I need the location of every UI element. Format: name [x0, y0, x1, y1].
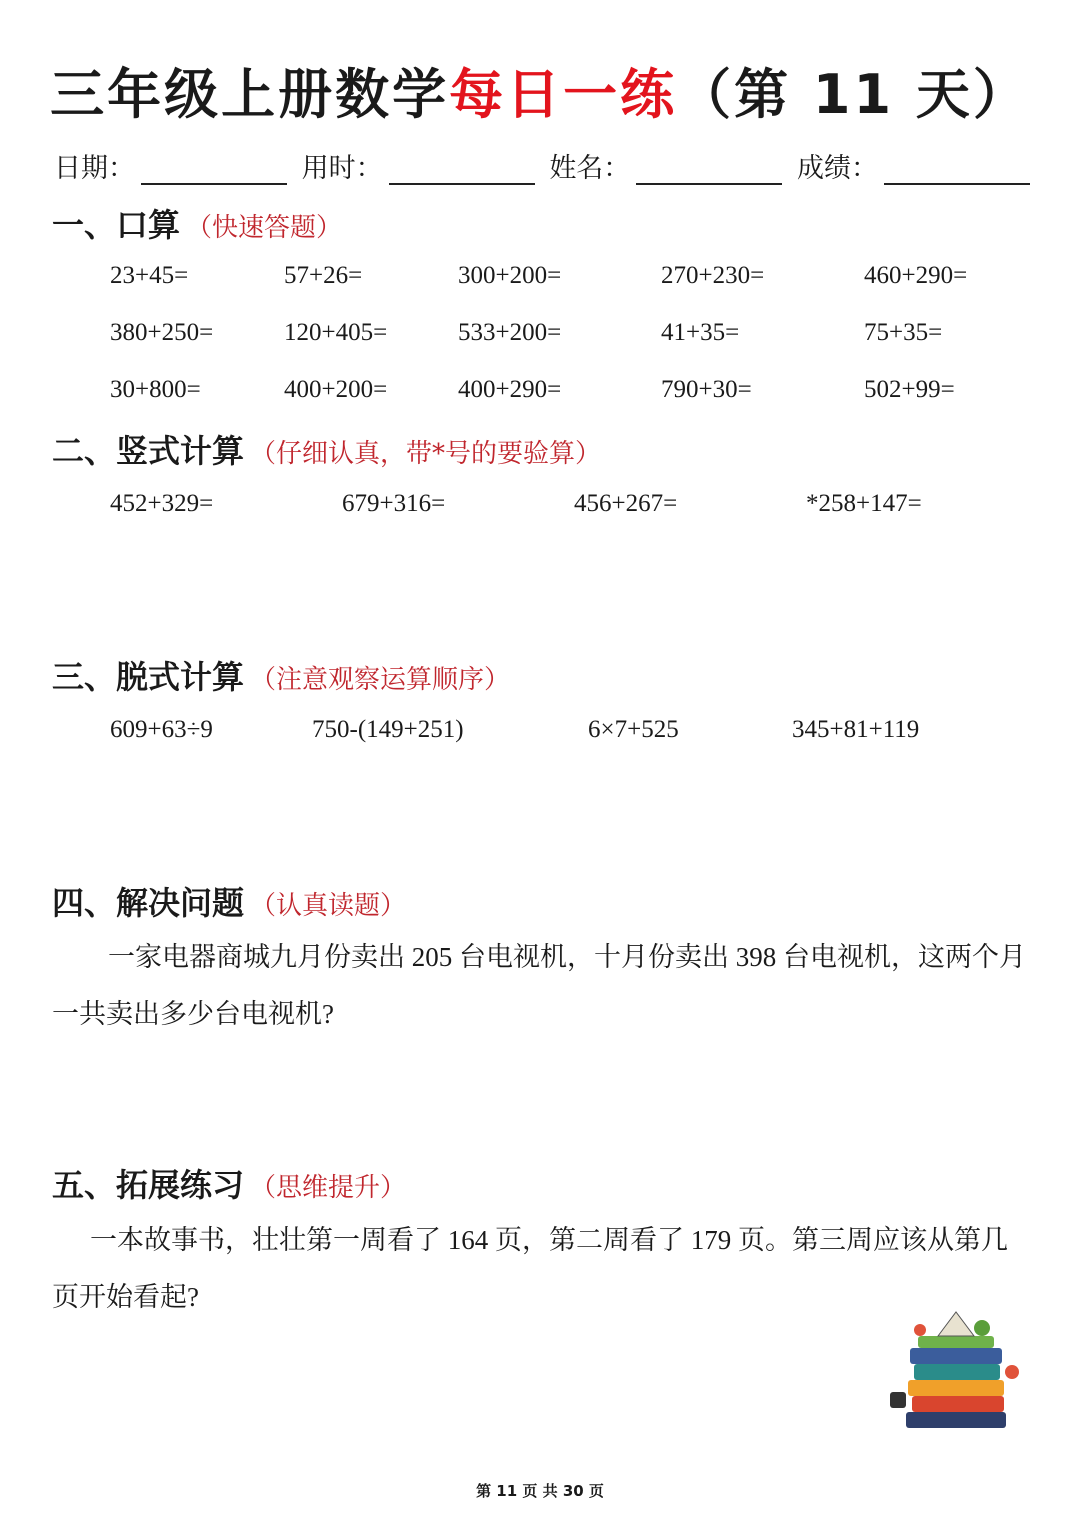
- oral-item: 460+290=: [864, 262, 968, 289]
- oral-item: 400+290=: [458, 376, 562, 403]
- vertical-item: 679+316=: [342, 490, 446, 517]
- section-title: 五、拓展练习: [52, 1166, 245, 1204]
- time-blank[interactable]: [389, 153, 535, 185]
- books-illustration: [886, 1300, 1026, 1435]
- name-label: 姓名：: [549, 153, 631, 184]
- section-hint: （认真读题）: [250, 891, 407, 921]
- section-hint: （快速答题）: [186, 213, 343, 243]
- oral-item: 30+800=: [110, 376, 201, 403]
- page-title: [0, 52, 1080, 129]
- vertical-item: *258+147=: [806, 490, 922, 517]
- section-vertical: [52, 426, 601, 472]
- oral-item: 400+200=: [284, 376, 388, 403]
- vertical-item: 456+267=: [574, 490, 678, 517]
- score-blank[interactable]: [884, 153, 1030, 185]
- stepwise-item: 750-(149+251): [312, 716, 464, 743]
- section-title: 四、解决问题: [52, 884, 245, 922]
- score-field[interactable]: [797, 146, 1030, 185]
- score-label: 成绩：: [796, 153, 878, 184]
- stepwise-item: 609+63÷9: [110, 716, 213, 743]
- oral-item: 502+99=: [864, 376, 955, 403]
- date-label: 日期：: [54, 153, 135, 184]
- oral-item: 75+35=: [864, 319, 943, 346]
- time-field[interactable]: [302, 146, 535, 185]
- section-extension: [52, 1160, 406, 1206]
- oral-item: 23+45=: [110, 262, 189, 289]
- oral-item: 41+35=: [661, 319, 740, 346]
- title-main: 三年级上册数学: [50, 63, 450, 126]
- time-label: 用时：: [301, 153, 383, 184]
- info-row: [54, 146, 1030, 185]
- section-title: 三、脱式计算: [52, 658, 245, 696]
- title-accent: 每日一练: [449, 63, 678, 126]
- stepwise-item: 6×7+525: [588, 716, 679, 743]
- oral-item: 380+250=: [110, 319, 214, 346]
- section-title: 二、竖式计算: [52, 432, 245, 470]
- section-problem: [52, 878, 406, 924]
- title-suffix: （第 11 天）: [677, 63, 1030, 126]
- name-blank[interactable]: [636, 153, 782, 185]
- oral-item: 57+26=: [284, 262, 363, 289]
- oral-item: 120+405=: [284, 319, 388, 346]
- oral-item: 790+30=: [661, 376, 752, 403]
- section-stepwise: [52, 652, 510, 698]
- date-field[interactable]: [54, 146, 287, 185]
- vertical-item: 452+329=: [110, 490, 214, 517]
- section-hint: （思维提升）: [250, 1173, 407, 1203]
- oral-item: 270+230=: [661, 262, 765, 289]
- problem-4-text: 一家电器商城九月份卖出 205 台电视机，十月份卖出 398 台电视机，这两个月一共卖出多少台电视机?: [52, 942, 1026, 1029]
- problem-5-text: 一本故事书，壮壮第一周看了 164 页，第二周看了 179 页。第三周应该从第几页开始看起?: [52, 1225, 1008, 1312]
- name-field[interactable]: [549, 146, 782, 185]
- section-hint: （仔细认真，带*号的要验算）: [250, 439, 602, 469]
- section-hint: （注意观察运算顺序）: [250, 665, 511, 695]
- section-oral: [52, 200, 342, 246]
- section-title: 一、口算: [52, 206, 181, 244]
- oral-item: 533+200=: [458, 319, 562, 346]
- stepwise-item: 345+81+119: [792, 716, 920, 743]
- oral-item: 300+200=: [458, 262, 562, 289]
- date-blank[interactable]: [141, 153, 287, 185]
- page-footer: 第 11 页 共 30 页: [476, 1482, 604, 1500]
